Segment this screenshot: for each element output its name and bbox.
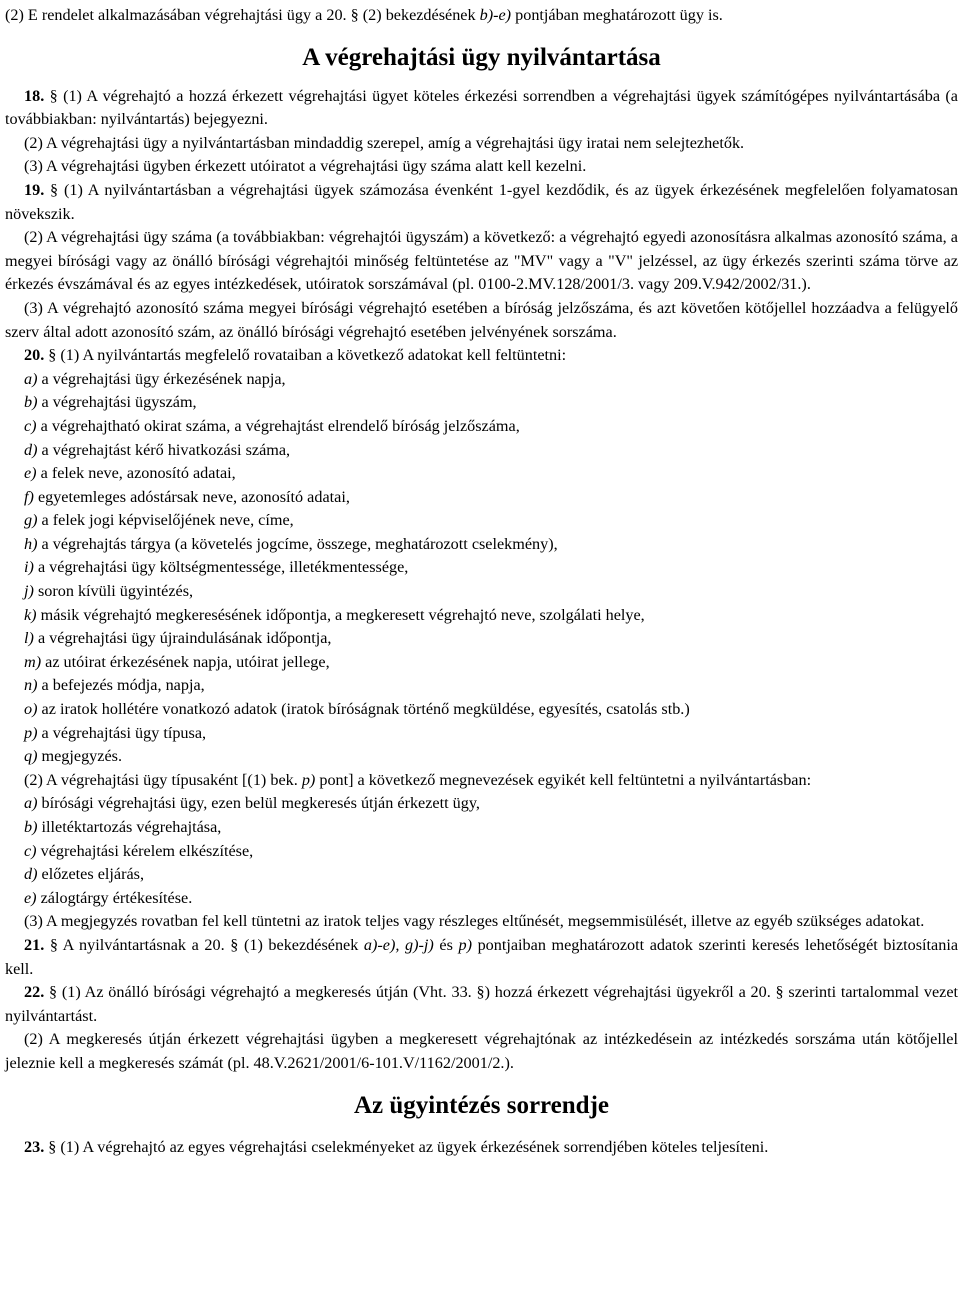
list-item [5,627,958,651]
section-heading: Az ügyintézés sorrendje [353,1091,610,1119]
list-item [5,580,958,604]
text-run: megjegyzés. [37,747,122,766]
item-marker: q) [24,747,38,766]
text-run: a végrehajtást kérő hivatkozási száma, [37,440,291,459]
section-number: 20. [24,346,45,365]
paragraph [5,344,958,368]
section-number: 18. [24,86,45,105]
paragraph [5,769,958,793]
list-item [5,792,958,816]
list-item [5,698,958,722]
list-item [5,391,958,415]
paragraph [5,934,958,981]
text-run: bírósági végrehajtási ügy, ezen belül megkeresés útján érkezett ügy, [37,794,480,813]
text-run: § (1) A végrehajtó az egyes végrehajtási cselekményeket az ügyek érkezésének sorrendjében köteles teljesíteni. [44,1137,769,1156]
paragraph [5,297,958,344]
text-run: (3) A végrehajtási ügyben érkezett utóiratot a végrehajtási ügy száma alatt kell kezelni. [24,157,587,176]
text-run: § A nyilvántartásnak a 20. § (1) bekezdésének [44,935,364,954]
text-run: pontjaiban meghatározott adatok szerinti keresés lehetőségét biztosítania kell. [5,935,959,978]
item-marker: i) [24,558,34,577]
section-number: 19. [24,180,45,199]
list-item [5,439,958,463]
text-run: az utóirat érkezésének napja, utóirat jellege, [41,652,330,671]
list-item [5,887,958,911]
text-run: § (1) A végrehajtó a hozzá érkezett végrehajtási ügyet köteles érkezési sorrendben a végrehajtási ügyek számítógépes nyilvántartásába (a továbbiakban: nyilvántartás) bejegyezni. [5,86,958,129]
list-item [5,604,958,628]
text-run: zálogtárgy értékesítése. [36,888,193,907]
text-run: pont] a következő megnevezések egyikét kell feltüntetni a nyilvántartásban: [315,770,812,789]
list-item [5,368,958,392]
list-item [5,556,958,580]
item-marker: f) [24,487,34,506]
text-run: másik végrehajtó megkeresésének időpontja, a megkeresett végrehajtó neve, szolgálati helye, [36,605,645,624]
list-item [5,863,958,887]
list-item [5,816,958,840]
item-marker: h) [24,534,38,553]
paragraph [5,132,958,156]
section-number: 21. [24,935,45,954]
section-number: 22. [24,983,45,1002]
item-marker: l) [24,629,34,648]
text-run: illetéktartozás végrehajtása, [37,818,222,836]
item-marker: b) [24,393,38,412]
text-run: egyetemleges adóstársak neve, azonosító adatai, [33,487,350,506]
text-run: § (1) A nyilvántartásban a végrehajtási ügyek számozása évenként 1-gyel kezdődik, és az ügyek érkezésének megfelelően folyamatosan növekszik. [5,180,958,223]
list-item [5,486,958,510]
list-item [5,651,958,675]
item-marker: e) [24,888,37,907]
paragraph [5,910,958,934]
item-marker: a) [24,794,38,813]
item-marker: b) [24,818,38,836]
text-run: pontjában meghatározott ügy is. [511,6,723,24]
section-number: 23. [24,1137,45,1156]
paragraph [5,1136,958,1160]
list-item [5,462,958,486]
list-item [5,674,958,698]
text-run: (3) A végrehajtó azonosító száma megyei bírósági végrehajtó esetében a bíróság jelzőszáma, és azt követően kötőjellel hozzáadva a felügyelő szerv által adott azonosító szám, az önálló bírósági végrehajtó esetében jelvényének sorszáma. [5,298,958,341]
paragraph [5,226,958,297]
text-run: a befejezés módja, napja, [37,676,205,695]
item-marker: m) [24,652,42,671]
item-marker: b)-e) [479,6,512,24]
text-run: a végrehajtási ügy költségmentessége, illetékmentessége, [33,558,409,577]
text-run: soron kívüli ügyintézés, [33,582,194,601]
list-item [5,722,958,746]
list-item [5,745,958,769]
item-marker: d) [24,440,38,459]
item-marker: p) [24,723,38,742]
text-run: a végrehajtási ügyszám, [37,393,197,412]
text-run: a végrehajtható okirat száma, a végrehajtást elrendelő bíróság jelzőszáma, [36,416,520,435]
item-marker: a) [24,369,38,388]
text-run: (2) A végrehajtási ügy típusaként [(1) bek. [24,770,302,789]
text-run: (2) A végrehajtási ügy száma (a továbbiakban: végrehajtói ügyszám) a következő: a végrehajtó egyedi azonosításra alkalmas azonosító száma, a megyei bírósági vagy az önálló bírósági végrehajtói minőség feltüntetése az "MV" vagy a "V" jelzéssel, az ügy érkezés szerinti száma törve az érkezés évszámával és az egyes intézkedések, utóiratok sorszámával (pl. 0100-2.MV.128/2001/3. vagy 209.V.942/2002/31.). [5,228,958,294]
text-run: a végrehajtás tárgya (a követelés jogcíme, összege, meghatározott cselekmény), [37,534,558,553]
paragraph [5,1028,958,1075]
text-run: előzetes eljárás, [37,865,144,884]
item-marker: c) [24,416,37,435]
text-run: (2) A megkeresés útján érkezett végrehajtási ügyben a megkeresett végrehajtónak az intézkedésein az intézkedés sorszáma után kötőjellel jeleznie kell a megkeresés számát (pl. 48.V.2621/2001/6-101.V/1162/2001/2.). [5,1030,958,1072]
item-marker: c) [24,841,37,860]
document-body [5,4,958,1159]
paragraph [5,179,958,226]
item-marker: k) [24,605,37,624]
text-run: § (1) Az önálló bírósági végrehajtó a megkeresés útján (Vht. 33. §) hozzá érkezett végrehajtási ügyekről a 20. § szerinti tartalommal vezet nyilvántartást. [5,983,958,1025]
item-marker: p) [301,770,316,789]
text-run: az iratok hollétére vonatkozó adatok (iratok bíróságnak történő megküldése, egyesítés, csatolás stb.) [37,700,690,719]
text-run: a végrehajtási ügy újraindulásának időpontja, [33,629,332,648]
text-run: a végrehajtási ügy érkezésének napja, [37,369,286,388]
text-run: (2) A végrehajtási ügy a nyilvántartásban mindaddig szerepel, amíg a végrehajtási ügy iratai nem selejtezhetők. [24,133,745,152]
paragraph [5,85,958,132]
item-marker: o) [24,700,38,719]
paragraph [5,4,958,28]
item-marker: g) [24,511,38,530]
item-marker: a)-e), g)-j) [363,935,434,954]
text-run: a felek jogi képviselőjének neve, címe, [37,511,294,530]
text-run: a felek neve, azonosító adatai, [36,464,236,483]
list-item [5,533,958,557]
text-run: a végrehajtási ügy típusa, [37,723,207,742]
list-item [5,415,958,439]
list-item [5,509,958,533]
text-run: végrehajtási kérelem elkészítése, [36,841,254,860]
paragraph [5,981,958,1028]
item-marker: e) [24,464,37,483]
item-marker: d) [24,865,38,884]
item-marker: j) [24,582,34,601]
item-marker: n) [24,676,38,695]
text-run: (2) E rendelet alkalmazásában végrehajtási ügy a 20. § (2) bekezdésének [5,6,480,24]
section-heading: A végrehajtási ügy nyilvántartása [302,43,661,71]
text-run: § (1) A nyilvántartás megfelelő rovataiban a következő adatokat kell feltüntetni: [44,346,567,365]
paragraph [5,155,958,179]
item-marker: p) [458,935,472,954]
text-run: (3) A megjegyzés rovatban fel kell tüntetni az iratok teljes vagy részleges eltűnését, megsemmisülését, illetve az egyéb szükséges adatokat. [24,912,925,931]
list-item [5,840,958,864]
text-run: és [433,935,459,954]
